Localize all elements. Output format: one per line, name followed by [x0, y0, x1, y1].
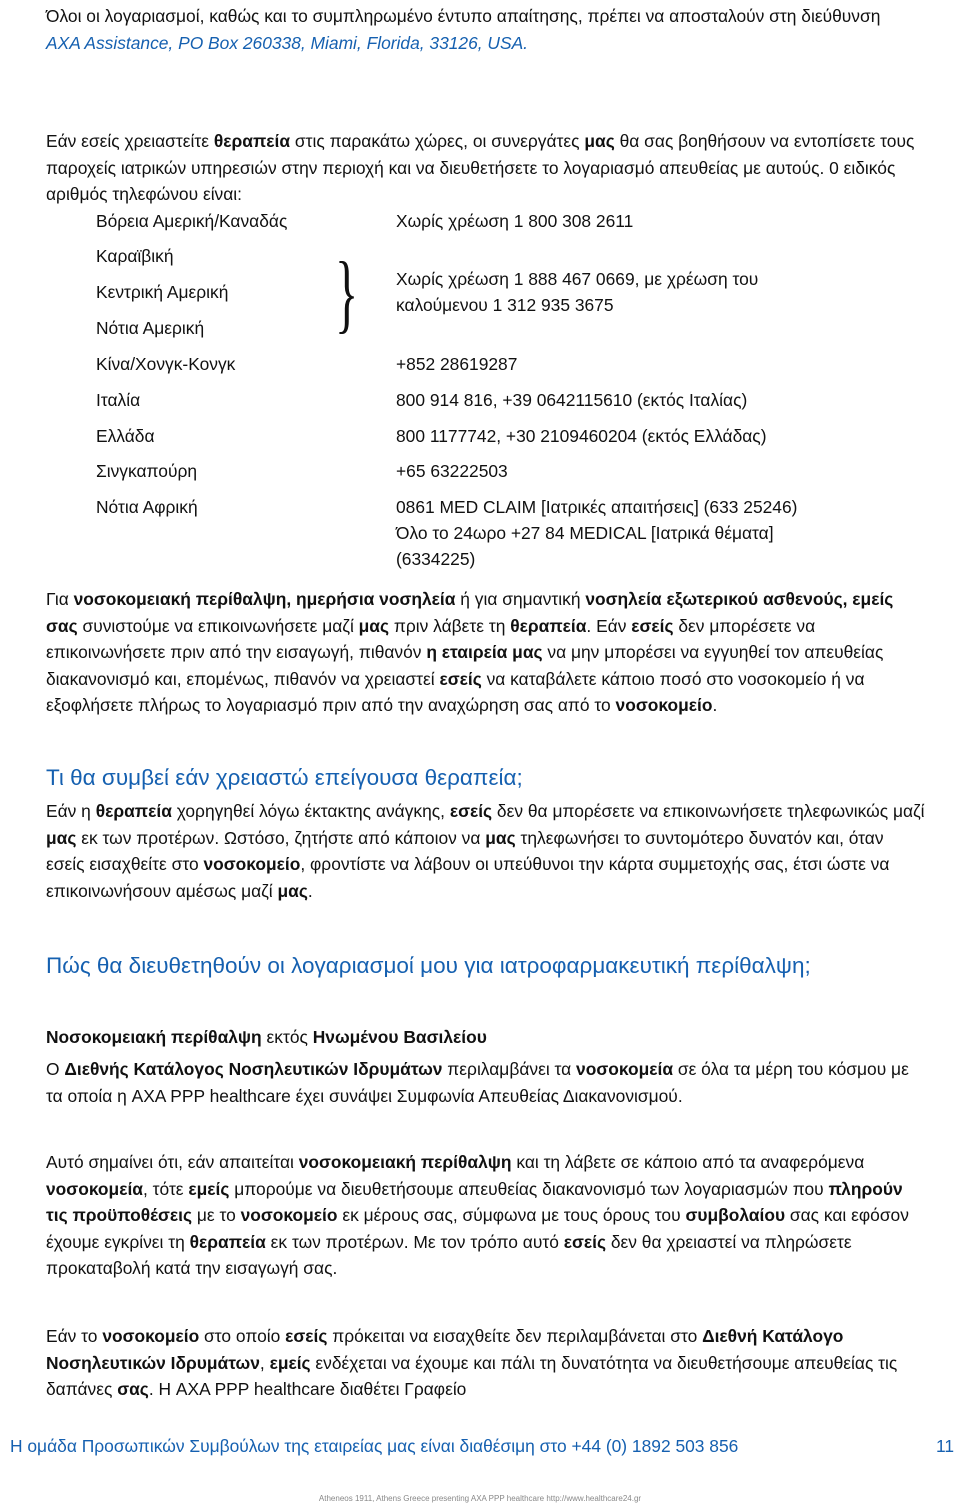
term: νοσοκομείο	[615, 695, 713, 715]
text-run: με το	[192, 1205, 241, 1225]
phone-number	[396, 494, 916, 572]
text-run: να καταβάλετε κάποιο ποσό στο νοσοκομείο ή να εξοφλήσετε πλήρως το λογαριασμό πριν από την αναχώρηση σας από το	[46, 668, 865, 715]
phone-region: Νότια Αφρική	[96, 497, 198, 517]
phone-region: Σινγκαπούρη	[96, 461, 198, 481]
bills-subheading	[46, 1024, 487, 1050]
term: πληρούν τις προϋποθέσεις	[46, 1178, 903, 1225]
phone-region: Νότια Αμερική	[96, 318, 205, 338]
term: νοσοκομεία	[46, 1178, 143, 1199]
term: εσείς	[449, 801, 493, 821]
phone-number-grouped	[396, 266, 916, 318]
term: εμείς	[188, 1178, 230, 1199]
term: εσείς	[563, 1231, 606, 1252]
term: νοσοκομεία	[576, 1059, 674, 1079]
term: μας	[358, 615, 390, 636]
term: νοσοκομείο	[203, 854, 301, 874]
bills-paragraph-2	[46, 1149, 926, 1282]
text-run: εκτός	[261, 1027, 313, 1047]
text-run: .	[307, 880, 313, 901]
grouping-brace: }	[335, 245, 359, 342]
term: θεραπεία	[510, 615, 587, 636]
term: Ηνωμένου Βασιλείου	[312, 1027, 487, 1047]
text-run: χορηγηθεί λόγω έκτακτης ανάγκης,	[171, 801, 450, 821]
text-run: και τη λάβετε σε κάποιο από τα αναφερόμενα	[511, 1152, 865, 1172]
term: η εταιρεία μας	[426, 642, 543, 662]
text-run: ενδέχεται να έχουμε και πάλι τη δυνατότητα να διευθετήσουμε απευθείας τις δαπάνες	[46, 1352, 898, 1399]
hospital-paragraph	[46, 586, 926, 719]
phone-region: Ιταλία	[96, 390, 141, 410]
term: εσείς	[631, 615, 674, 636]
text-run: εκ των προτέρων. Με τον τρόπο αυτό	[265, 1231, 564, 1252]
term: μας	[46, 827, 77, 848]
text-run: θα σας βοηθήσουν να εντοπίσετε τους παροχείς ιατρικών υπηρεσιών στην περιοχή και να διευθετήσετε το λογαριασμό απευθείας με αυτούς. 0 ειδικός αριθμός τηλεφώνου είναι:	[46, 131, 915, 204]
page-number: 11	[935, 1436, 954, 1456]
text-run: Ο	[46, 1059, 65, 1079]
phone-number: +852 28619287	[396, 354, 518, 374]
term: σας	[117, 1379, 149, 1399]
term: εμείς	[269, 1352, 311, 1373]
term: Νοσοκομειακή περίθαλψη	[46, 1027, 262, 1047]
text-run: εκ μέρους σας, σύμφωνα με τους όρους του	[337, 1205, 686, 1225]
phone-number-line: Χωρίς χρέωση 1 888 467 0669, με χρέωση του	[396, 269, 759, 289]
bills-heading: Πώς θα διευθετηθούν οι λογαριασμοί μου για ιατροφαρμακευτική περίθαλψη;	[46, 953, 811, 978]
text-run: πρόκειται να εισαχθείτε δεν περιλαμβάνεται στο	[327, 1326, 703, 1346]
urgent-paragraph	[46, 798, 926, 904]
text-run: σε όλα τα μέρη του κόσμου με τα οποία η AXA PPP healthcare έχει συνάψει Συμφωνία Απευθείας Διακανονισμού.	[46, 1059, 909, 1106]
page-credit: Atheneos 1911, Athens Greece presenting AXA PPP healthcare http://www.healthcare24.gr	[318, 1494, 642, 1503]
phone-number-line: 0861 MED CLAIM [Ιατρικές απαιτήσεις] (633 25246)	[396, 497, 798, 517]
text-run: . Εάν	[586, 615, 632, 636]
text-run: Εάν εσείς χρειαστείτε	[46, 131, 214, 151]
text-run: εκ των προτέρων. Ωστόσο, ζητήστε από κάποιον να	[76, 827, 486, 848]
phone-number-line: καλούμενου 1 312 935 3675	[396, 295, 614, 315]
text-run: δεν θα χρειαστεί να πληρώσετε προκαταβολή κατά την εισαγωγή σας.	[46, 1231, 852, 1278]
text-run: δεν μπορέσετε να επικοινωνήσετε πριν από την εισαγωγή, πιθανόν	[46, 615, 816, 662]
text-run: ,	[259, 1352, 270, 1373]
term: νοσοκομείο	[102, 1326, 200, 1346]
bills-paragraph-1	[46, 1056, 926, 1109]
text-run: στις παρακάτω χώρες, οι συνεργάτες	[290, 131, 585, 151]
text-run: , τότε	[142, 1178, 189, 1199]
treatment-paragraph	[46, 128, 926, 208]
text-run: Για	[46, 589, 74, 609]
phone-region: Καραϊβική	[96, 246, 174, 266]
urgent-heading: Τι θα συμβεί εάν χρειαστώ επείγουσα θεραπεία;	[46, 765, 523, 790]
term: νοσοκομείο	[240, 1205, 338, 1225]
phone-region: Ελλάδα	[96, 426, 155, 446]
term: θεραπεία	[213, 131, 291, 151]
text-run: τηλεφωνήσει το συντομότερο δυνατόν και, όταν εσείς εισαχθείτε στο	[46, 827, 884, 874]
term: Διεθνής Κατάλογος Νοσηλευτικών Ιδρυμάτων	[64, 1059, 443, 1079]
text-run: συνιστούμε να επικοινωνήσετε μαζί	[77, 615, 359, 636]
text-run: πριν λάβετε τη	[389, 615, 511, 636]
intro-paragraph	[46, 3, 926, 56]
term: θεραπεία	[189, 1231, 266, 1252]
text-run: σας και εφόσον έχουμε εγκρίνει τη	[46, 1205, 909, 1252]
text-run: μπορούμε να διευθετήσουμε απευθείας διακανονισμό των λογαριασμών που	[229, 1178, 829, 1199]
bills-paragraph-3	[46, 1323, 926, 1403]
phone-number: Χωρίς χρέωση 1 800 308 2611	[396, 211, 634, 231]
term: νοσηλεία εξωτερικού ασθενούς, εμείς σας	[46, 589, 894, 636]
page-footer	[10, 1433, 960, 1459]
term: Διεθνή Κατάλογο Νοσηλευτικών Ιδρυμάτων	[46, 1326, 844, 1373]
phone-region: Κίνα/Χονγκ-Κονγκ	[96, 354, 236, 374]
text-run: Αυτό σημαίνει ότι, εάν απαιτείται	[46, 1152, 299, 1172]
text-run: Εάν η	[46, 801, 96, 821]
text-run: στο οποίο	[199, 1326, 286, 1346]
footer-contact-text: Η ομάδα Προσωπικών Συμβούλων της εταιρείας μας είναι διαθέσιμη στο +44 (0) 1892 503 856	[10, 1436, 739, 1456]
phone-number-line: (6334225)	[396, 549, 476, 569]
term: εσείς	[439, 668, 482, 689]
term: εσείς	[285, 1326, 328, 1346]
claims-address: AXA Assistance, PO Box 260338, Miami, Florida, 33126, USA.	[46, 32, 529, 53]
term: θεραπεία	[95, 801, 172, 821]
text-run: δεν θα μπορέσετε να επικοινωνήσετε τηλεφωνικώς μαζί	[492, 801, 925, 821]
text-run: , φροντίστε να λάβουν οι υπεύθυνοι την κάρτα συμμετοχής σας, έτσι ώστε να επικοινωνήσουν αμέσως μαζί	[46, 854, 890, 901]
text-run: ή για σημαντική	[455, 589, 586, 609]
text-run: . Η AXA PPP healthcare διαθέτει Γραφείο	[148, 1379, 467, 1399]
phone-number-line: Όλο το 24ωρο +27 84 MEDICAL [Ιατρικά θέματα]	[396, 523, 774, 543]
phone-region: Βόρεια Αμερική/Καναδάς	[96, 211, 288, 231]
term: νοσοκομειακή περίθαλψη, ημερήσια νοσηλεία	[73, 589, 456, 609]
term: μας	[584, 131, 615, 151]
phone-region: Κεντρική Αμερική	[96, 282, 229, 302]
text-run: Εάν το	[46, 1326, 103, 1346]
term: μας	[277, 880, 308, 901]
intro-text: Όλοι οι λογαριασμοί, καθώς και το συμπληρωμένο έντυπο απαίτησης, πρέπει να αποσταλούν στη διεύθυνση	[46, 6, 881, 26]
term: συμβολαίου	[685, 1205, 786, 1225]
phone-number: 800 1177742, +30 2109460204 (εκτός Ελλάδας)	[396, 426, 767, 446]
phone-number: 800 914 816, +39 0642115610 (εκτός Ιταλίας)	[396, 390, 748, 410]
text-run: να μην μπορέσει να εγγυηθεί τον απευθείας διακανονισμό και, επομένως, πιθανόν να χρειαστεί	[46, 642, 884, 689]
text-run: περιλαμβάνει τα	[442, 1059, 577, 1079]
phone-number: +65 63222503	[396, 461, 508, 481]
text-run: .	[712, 695, 718, 715]
term: μας	[485, 827, 516, 848]
term: νοσοκομειακή περίθαλψη	[298, 1152, 512, 1172]
